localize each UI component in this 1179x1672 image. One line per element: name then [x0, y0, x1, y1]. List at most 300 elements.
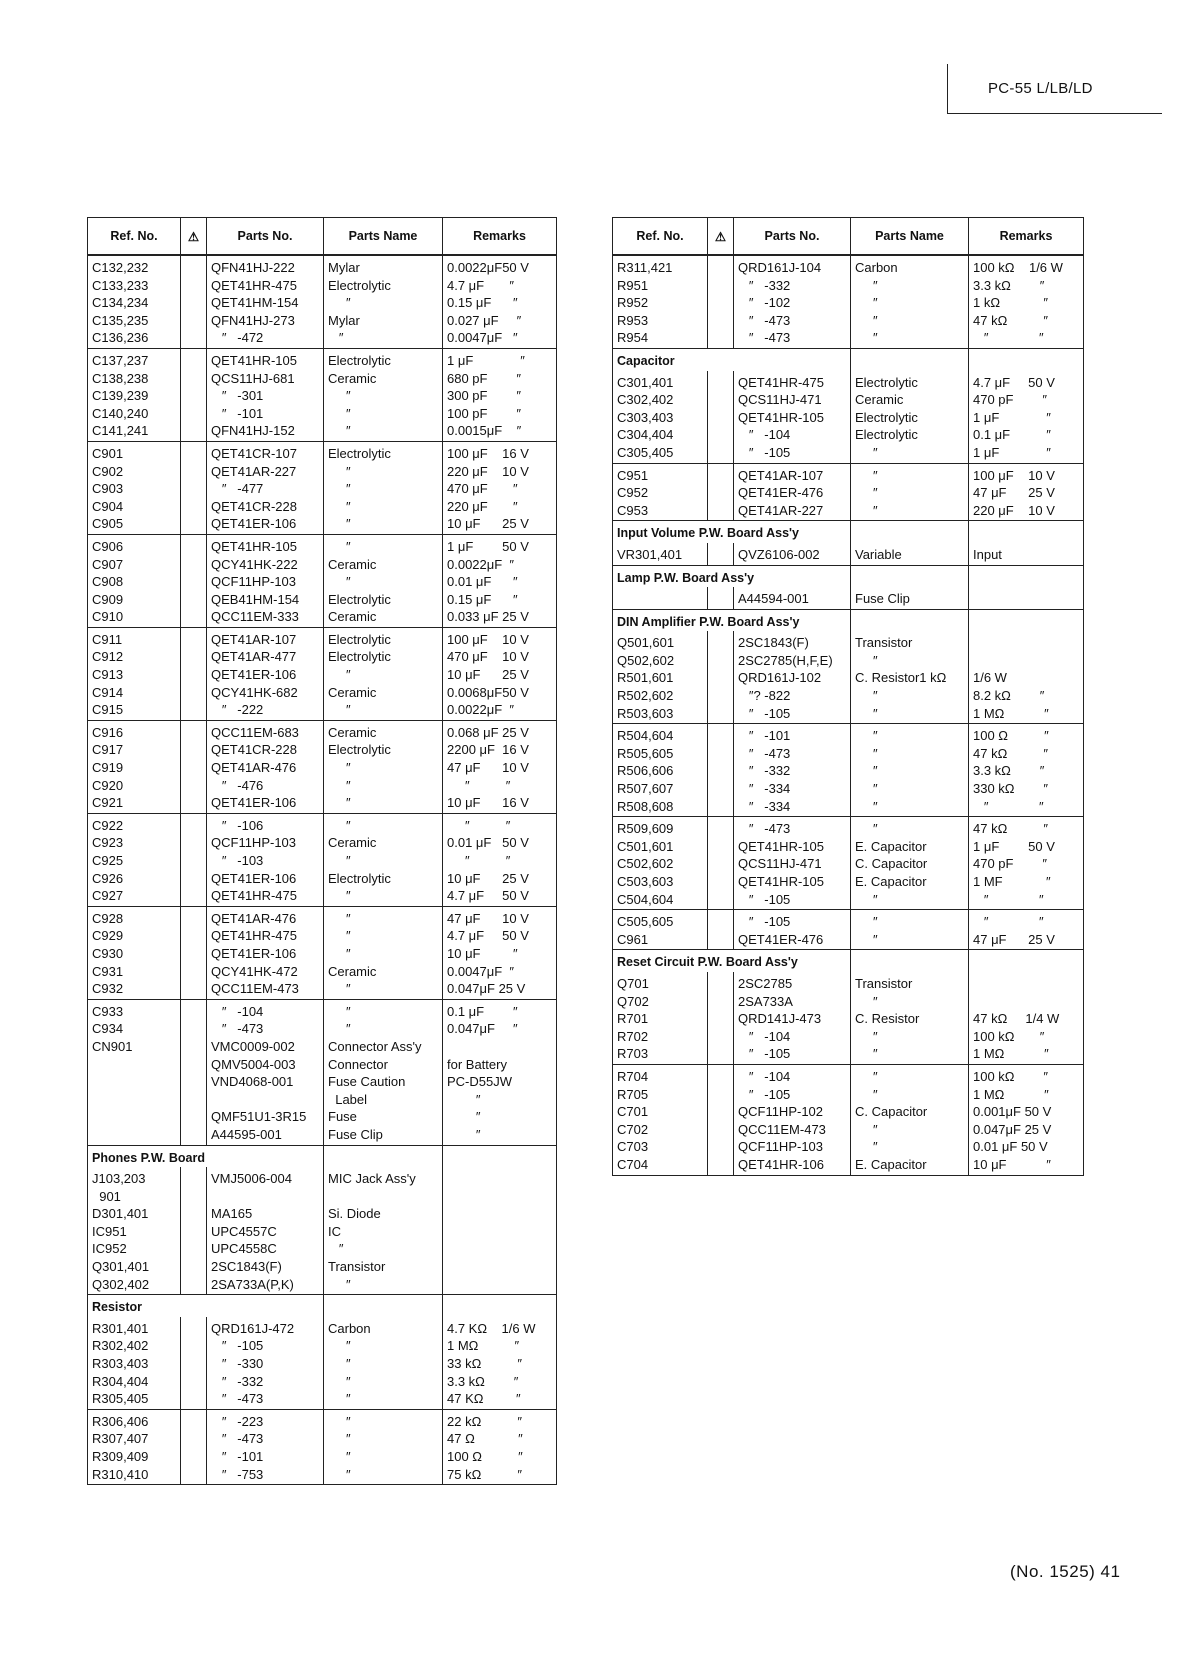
cell-line: ″ — [447, 1091, 481, 1107]
warning-cell — [181, 441, 207, 534]
cell-line: 2SC2785(H,F,E) — [738, 652, 833, 668]
cell-line: 1 μF ″ — [447, 352, 525, 368]
cell-line: VR301,401 — [617, 546, 683, 562]
parts-no-cell — [207, 1167, 324, 1295]
cell-line: ″ — [328, 760, 351, 776]
cell-line: ″ — [855, 444, 878, 460]
header-ref-no: Ref. No. — [613, 218, 708, 256]
cell-line — [92, 1108, 176, 1126]
cell-line — [447, 1188, 552, 1206]
remarks-cell — [969, 463, 1084, 521]
cell-line: C305,405 — [617, 444, 674, 460]
cell-line: R502,602 — [617, 688, 674, 704]
remarks-cell — [969, 371, 1084, 463]
remarks-cell — [969, 724, 1084, 817]
cell-line: ″ — [855, 277, 878, 293]
ref-cell — [88, 348, 181, 441]
section-title: Capacitor — [617, 353, 675, 368]
cell-line: ″ -753 — [211, 1466, 264, 1482]
cell-line: ″ -332 — [738, 277, 791, 293]
cell-line — [447, 1240, 552, 1258]
parts-name-cell — [324, 441, 443, 534]
table-row — [88, 999, 557, 1145]
cell-line: 22 kΩ ″ — [447, 1413, 523, 1429]
section-empty-cell — [969, 950, 1084, 972]
cell-line: C917 — [92, 742, 124, 758]
section-header-row — [613, 950, 1084, 972]
cell-line: 1 μF ″ — [973, 444, 1051, 460]
parts-no-cell — [207, 1409, 324, 1484]
cell-line: ″ -101 — [211, 405, 264, 421]
cell-line: QCY41HK-682 — [211, 684, 298, 700]
cell-line: Transistor — [328, 1259, 386, 1275]
cell-line: R506,606 — [617, 763, 674, 779]
cell-line: C902 — [92, 463, 124, 479]
cell-line: QRD161J-102 — [738, 670, 822, 686]
cell-line: Ceramic — [328, 370, 377, 386]
warning-cell — [181, 906, 207, 999]
cell-line: ″ — [855, 502, 878, 518]
cell-line: QEB41HM-154 — [211, 591, 300, 607]
cell-line: 220 μF 10 V — [447, 463, 529, 479]
cell-line: 100 μF 10 V — [973, 467, 1055, 483]
cell-line: QCC11EM-473 — [211, 981, 299, 997]
cell-line: C. Resistor1 kΩ — [855, 670, 947, 686]
cell-line: C922 — [92, 817, 124, 833]
cell-line: Ceramic — [328, 724, 377, 740]
warning-cell — [181, 627, 207, 720]
cell-line: C. Resistor — [855, 1011, 920, 1027]
cell-line: 1 μF ″ — [973, 409, 1051, 425]
cell-line: ″ -330 — [211, 1356, 264, 1372]
parts-no-cell — [734, 817, 851, 910]
parts-no-cell — [734, 631, 851, 723]
cell-line: C139,239 — [92, 388, 149, 404]
cell-line: R954 — [617, 330, 649, 346]
parts-name-cell — [324, 720, 443, 813]
cell-line: ″ — [855, 1068, 878, 1084]
cell-line: R501,601 — [617, 670, 674, 686]
cell-line: Variable — [855, 546, 902, 562]
remarks-cell — [443, 627, 557, 720]
cell-line: ″ — [855, 798, 878, 814]
cell-line: QCY41HK-222 — [211, 556, 298, 572]
cell-line: R951 — [617, 277, 649, 293]
warning-cell — [181, 813, 207, 906]
cell-line: QET41ER-476 — [738, 485, 824, 501]
cell-line: ″ — [855, 1121, 878, 1137]
cell-line: C136,236 — [92, 330, 149, 346]
cell-line — [973, 634, 1079, 652]
cell-line: C923 — [92, 835, 124, 851]
cell-line: ″ -222 — [211, 702, 264, 718]
ref-cell — [613, 255, 708, 348]
cell-line: IC — [328, 1223, 341, 1239]
table-row — [88, 720, 557, 813]
header-parts-name: Parts Name — [851, 218, 969, 256]
cell-line: 470 pF ″ — [973, 856, 1047, 872]
cell-line: 1 kΩ ″ — [973, 295, 1049, 311]
parts-name-cell — [851, 910, 969, 950]
cell-line: ″ -477 — [211, 481, 264, 497]
cell-line: Electrolytic — [855, 374, 918, 390]
cell-line: 2SC2785 — [738, 975, 793, 991]
cell-line: 1 μF 50 V — [973, 838, 1055, 854]
cell-line: ″ -104 — [211, 1003, 264, 1019]
cell-line: R306,406 — [92, 1413, 149, 1429]
cell-line: 2SC1843(F) — [211, 1259, 282, 1275]
cell-line: R301,401 — [92, 1320, 149, 1336]
cell-line: QET41CR-107 — [211, 445, 297, 461]
cell-line: ″ -104 — [738, 1028, 791, 1044]
cell-line: ″ -105 — [738, 1086, 791, 1102]
cell-line: 47 kΩ 1/4 W — [973, 1011, 1060, 1027]
cell-line: 47 μF 25 V — [973, 485, 1055, 501]
cell-line: C913 — [92, 667, 124, 683]
cell-line: 0.047μF ″ — [447, 1021, 518, 1037]
cell-line: QCS11HJ-471 — [738, 856, 822, 872]
cell-line: Q302,402 — [92, 1276, 150, 1292]
parts-name-cell — [851, 463, 969, 521]
cell-line: C953 — [617, 502, 649, 518]
parts-no-cell — [207, 627, 324, 720]
table-row — [613, 587, 1084, 609]
cell-line: QET41CR-228 — [211, 742, 297, 758]
section-title-cell — [613, 565, 851, 587]
header-remarks: Remarks — [969, 218, 1084, 256]
cell-line: ″ — [855, 931, 878, 947]
cell-line: 10 μF ″ — [447, 945, 518, 961]
cell-line: QET41AR-227 — [211, 463, 297, 479]
cell-line: R309,409 — [92, 1449, 149, 1464]
ref-cell — [613, 371, 708, 463]
remarks-cell — [443, 906, 557, 999]
cell-line: ″ — [855, 993, 878, 1009]
table-row — [88, 534, 557, 627]
remarks-cell — [443, 441, 557, 534]
cell-line: ″ — [328, 1021, 351, 1037]
cell-line: C919 — [92, 760, 124, 776]
cell-line: R305,405 — [92, 1391, 149, 1407]
cell-line: QCF11HP-103 — [211, 574, 297, 590]
cell-line — [92, 1126, 176, 1144]
cell-line: 47 kΩ ″ — [973, 821, 1049, 837]
table-row — [88, 1317, 557, 1409]
cell-line: QET41ER-106 — [211, 795, 297, 811]
cell-line: MA165 — [211, 1206, 253, 1222]
cell-line: R705 — [617, 1086, 649, 1102]
cell-line: QFN41HJ-273 — [211, 312, 295, 328]
cell-line: 0.0022μF ″ — [447, 556, 515, 572]
cell-line: 75 kΩ ″ — [447, 1466, 523, 1482]
cell-line: 4.7 μF 50 V — [447, 928, 529, 944]
cell-line: C921 — [92, 795, 124, 811]
cell-line: ″ — [328, 1356, 351, 1372]
warning-cell — [181, 1409, 207, 1484]
header-rule-vertical — [947, 64, 948, 114]
cell-line: C927 — [92, 888, 124, 904]
cell-line: Ceramic — [328, 835, 377, 851]
section-header-row — [613, 521, 1084, 543]
cell-line: 100 Ω ″ — [447, 1449, 523, 1464]
cell-line: ″ — [328, 702, 351, 718]
cell-line: Q502,602 — [617, 652, 675, 668]
cell-line: Carbon — [328, 1320, 371, 1336]
cell-line: C. Capacitor — [855, 1104, 928, 1120]
cell-line: ″ — [855, 891, 878, 907]
cell-line: 1 μF 50 V — [447, 538, 529, 554]
cell-line: ″ — [328, 777, 351, 793]
cell-line: ″ — [328, 945, 351, 961]
cell-line: ″ ″ — [447, 817, 511, 833]
header-warning-icon: ⚠ — [708, 218, 734, 256]
parts-no-cell — [207, 813, 324, 906]
cell-line: QCS11HJ-471 — [738, 392, 822, 408]
warning-cell — [181, 999, 207, 1145]
cell-line: R701 — [617, 1011, 649, 1027]
cell-line: C501,601 — [617, 838, 674, 854]
cell-line — [92, 1073, 176, 1091]
cell-line: 100 kΩ ″ — [973, 1028, 1045, 1044]
cell-line: C909 — [92, 591, 124, 607]
cell-line: 0.0022μF50 V — [447, 260, 529, 275]
parts-name-cell — [851, 1064, 969, 1175]
cell-line: ″ ″ — [447, 853, 511, 868]
cell-line: E. Capacitor — [855, 874, 927, 889]
cell-line: C906 — [92, 538, 124, 554]
cell-line: 100 pF ″ — [447, 405, 521, 421]
ref-cell — [88, 999, 181, 1145]
cell-line: 0.068 μF 25 V — [447, 724, 529, 740]
remarks-cell — [443, 255, 557, 348]
table-row — [613, 817, 1084, 910]
remarks-cell — [443, 534, 557, 627]
parts-no-cell — [207, 999, 324, 1145]
cell-line: UPC4558C — [211, 1241, 277, 1257]
cell-line: Mylar — [328, 312, 360, 328]
cell-line: C951 — [617, 467, 649, 483]
cell-line: Electrolytic — [328, 631, 391, 647]
cell-line: IC952 — [92, 1241, 127, 1257]
cell-line: C132,232 — [92, 260, 149, 275]
cell-line — [92, 1091, 176, 1109]
table-row — [88, 255, 557, 348]
cell-line: Carbon — [855, 260, 898, 275]
cell-line: Mylar — [328, 260, 360, 275]
cell-line: QCC11EM-333 — [211, 609, 299, 625]
remarks-cell — [969, 1064, 1084, 1175]
cell-line: 0.01 μF ″ — [447, 574, 518, 590]
cell-line: ″ -332 — [738, 763, 791, 779]
warning-cell — [181, 1167, 207, 1295]
cell-line: ″ ″ — [973, 330, 1044, 346]
cell-line: CN901 — [92, 1038, 133, 1054]
cell-line: QET41AR-476 — [211, 760, 297, 776]
remarks-cell — [443, 348, 557, 441]
cell-line: C916 — [92, 724, 124, 740]
cell-line: 4.7 μF 50 V — [447, 888, 529, 904]
cell-line: 0.0047μF ″ — [447, 330, 518, 346]
cell-line: ″ — [855, 763, 878, 779]
cell-line: C505,605 — [617, 914, 674, 930]
cell-line: ″ -472 — [211, 330, 264, 346]
section-header-row — [613, 348, 1084, 370]
cell-line: ″ — [328, 330, 344, 346]
warning-cell — [181, 348, 207, 441]
cell-line: 470 pF ″ — [973, 392, 1047, 408]
cell-line: R509,609 — [617, 821, 674, 837]
cell-line: C901 — [92, 445, 124, 461]
ref-cell — [88, 1317, 181, 1409]
cell-line: Transistor — [855, 975, 913, 991]
cell-line: C. Capacitor — [855, 856, 928, 872]
cell-line: ″ -102 — [738, 295, 791, 311]
cell-line: 10 μF ″ — [973, 1156, 1051, 1172]
parts-no-cell — [734, 910, 851, 950]
section-title-cell — [613, 950, 851, 972]
cell-line: R304,404 — [92, 1373, 149, 1389]
parts-no-cell — [734, 255, 851, 348]
parts-no-cell — [734, 724, 851, 817]
section-empty-cell — [969, 609, 1084, 631]
cell-line: C141,241 — [92, 423, 149, 439]
cell-line: Fuse Clip — [328, 1126, 383, 1142]
cell-line: Electrolytic — [328, 277, 391, 293]
cell-line: C908 — [92, 574, 124, 590]
cell-line: ″ — [855, 745, 878, 761]
cell-line: 0.027 μF ″ — [447, 312, 522, 328]
cell-line: C925 — [92, 853, 124, 868]
cell-line: ″ — [855, 330, 878, 346]
section-header-row — [88, 1295, 557, 1317]
cell-line: 47 μF 25 V — [973, 931, 1055, 947]
cell-line: ″ — [328, 1431, 351, 1447]
cell-line: ″ -473 — [738, 330, 791, 346]
cell-line: A44594-001 — [738, 591, 809, 607]
parts-name-cell — [851, 371, 969, 463]
cell-line: Fuse Clip — [855, 591, 910, 607]
cell-line: ″ -473 — [211, 1021, 264, 1037]
cell-line: QMF51U1-3R15 — [211, 1109, 307, 1125]
cell-line: ″ -101 — [738, 728, 791, 744]
cell-line: 220 μF 10 V — [973, 502, 1055, 518]
cell-line — [447, 1223, 552, 1241]
cell-line: Ceramic — [328, 684, 377, 700]
warning-cell — [708, 463, 734, 521]
ref-cell — [613, 724, 708, 817]
parts-no-cell — [207, 441, 324, 534]
cell-line: ″ -105 — [738, 891, 791, 907]
cell-line: C928 — [92, 910, 124, 926]
cell-line: ″ — [328, 910, 351, 926]
table-row — [88, 627, 557, 720]
cell-line: IC951 — [92, 1223, 127, 1239]
cell-line: 47 μF 10 V — [447, 910, 529, 926]
warning-cell — [708, 587, 734, 609]
cell-line: QRD161J-104 — [738, 260, 822, 275]
cell-line: C907 — [92, 556, 124, 572]
cell-line: C704 — [617, 1156, 649, 1172]
cell-line: QET41HR-475 — [211, 888, 297, 904]
cell-line: ″? -822 — [738, 688, 791, 704]
cell-line: ″ — [855, 1086, 878, 1102]
cell-line: QET41ER-106 — [211, 870, 297, 886]
cell-line — [973, 993, 1079, 1011]
cell-line: C920 — [92, 777, 124, 793]
cell-line: Q701 — [617, 975, 649, 991]
cell-line: ″ -104 — [738, 427, 791, 443]
cell-line: ″ — [328, 667, 351, 683]
parts-name-cell — [324, 906, 443, 999]
parts-name-cell — [324, 1167, 443, 1295]
cell-line: Fuse — [328, 1109, 357, 1125]
page-footer: (No. 1525) 41 — [1010, 1562, 1121, 1581]
section-empty-cell — [851, 609, 969, 631]
left-table-body — [88, 255, 557, 1485]
cell-line: Q301,401 — [92, 1259, 150, 1275]
cell-line: C961 — [617, 931, 649, 947]
cell-line: ″ — [328, 498, 351, 514]
right-table-body — [613, 255, 1084, 1175]
cell-line: ″ — [328, 817, 351, 833]
cell-line: 4.7 KΩ 1/6 W — [447, 1320, 536, 1336]
section-header-row — [88, 1145, 557, 1167]
cell-line: ″ -473 — [738, 312, 791, 328]
ref-cell — [88, 906, 181, 999]
cell-line: ″ -101 — [211, 1449, 264, 1464]
cell-line: C912 — [92, 649, 124, 665]
cell-line: C703 — [617, 1139, 649, 1155]
cell-line: 0.01 μF 50 V — [973, 1139, 1048, 1155]
section-empty-cell — [443, 1295, 557, 1317]
table-row — [88, 906, 557, 999]
remarks-cell — [969, 910, 1084, 950]
cell-line: Electrolytic — [328, 870, 391, 886]
cell-line: C903 — [92, 481, 124, 497]
parts-no-cell — [207, 348, 324, 441]
cell-line: A44595-001 — [211, 1126, 282, 1142]
cell-line — [328, 1188, 438, 1206]
table-row — [88, 813, 557, 906]
section-title: DIN Amplifier P.W. Board Ass'y — [617, 614, 800, 629]
cell-line: 47 kΩ ″ — [973, 312, 1049, 328]
cell-line: ″ -334 — [738, 781, 791, 797]
cell-line: QET41CR-228 — [211, 498, 297, 514]
header-remarks: Remarks — [443, 218, 557, 256]
section-title: Phones P.W. Board — [92, 1150, 205, 1165]
parts-name-cell — [324, 534, 443, 627]
ref-cell — [613, 543, 708, 565]
warning-cell — [708, 255, 734, 348]
cell-line: 3.3 kΩ ″ — [447, 1373, 519, 1389]
cell-line: ″ -105 — [738, 444, 791, 460]
parts-name-cell — [324, 255, 443, 348]
cell-line: C911 — [92, 631, 123, 647]
cell-line: QET41HR-106 — [738, 1156, 824, 1172]
cell-line: Connector Ass'y — [328, 1038, 422, 1054]
cell-line: Input — [973, 546, 1002, 562]
cell-line: R508,608 — [617, 798, 674, 814]
cell-line: 0.0015μF ″ — [447, 423, 522, 439]
cell-line: ″ — [328, 1391, 351, 1407]
cell-line: 2SC1843(F) — [738, 635, 809, 651]
cell-line: R303,403 — [92, 1356, 149, 1372]
cell-line: ″ — [328, 388, 351, 404]
cell-line: QET41HR-105 — [211, 538, 297, 554]
cell-line: ″ — [855, 312, 878, 328]
table-row — [88, 1409, 557, 1484]
cell-line: QET41AR-477 — [211, 649, 297, 665]
